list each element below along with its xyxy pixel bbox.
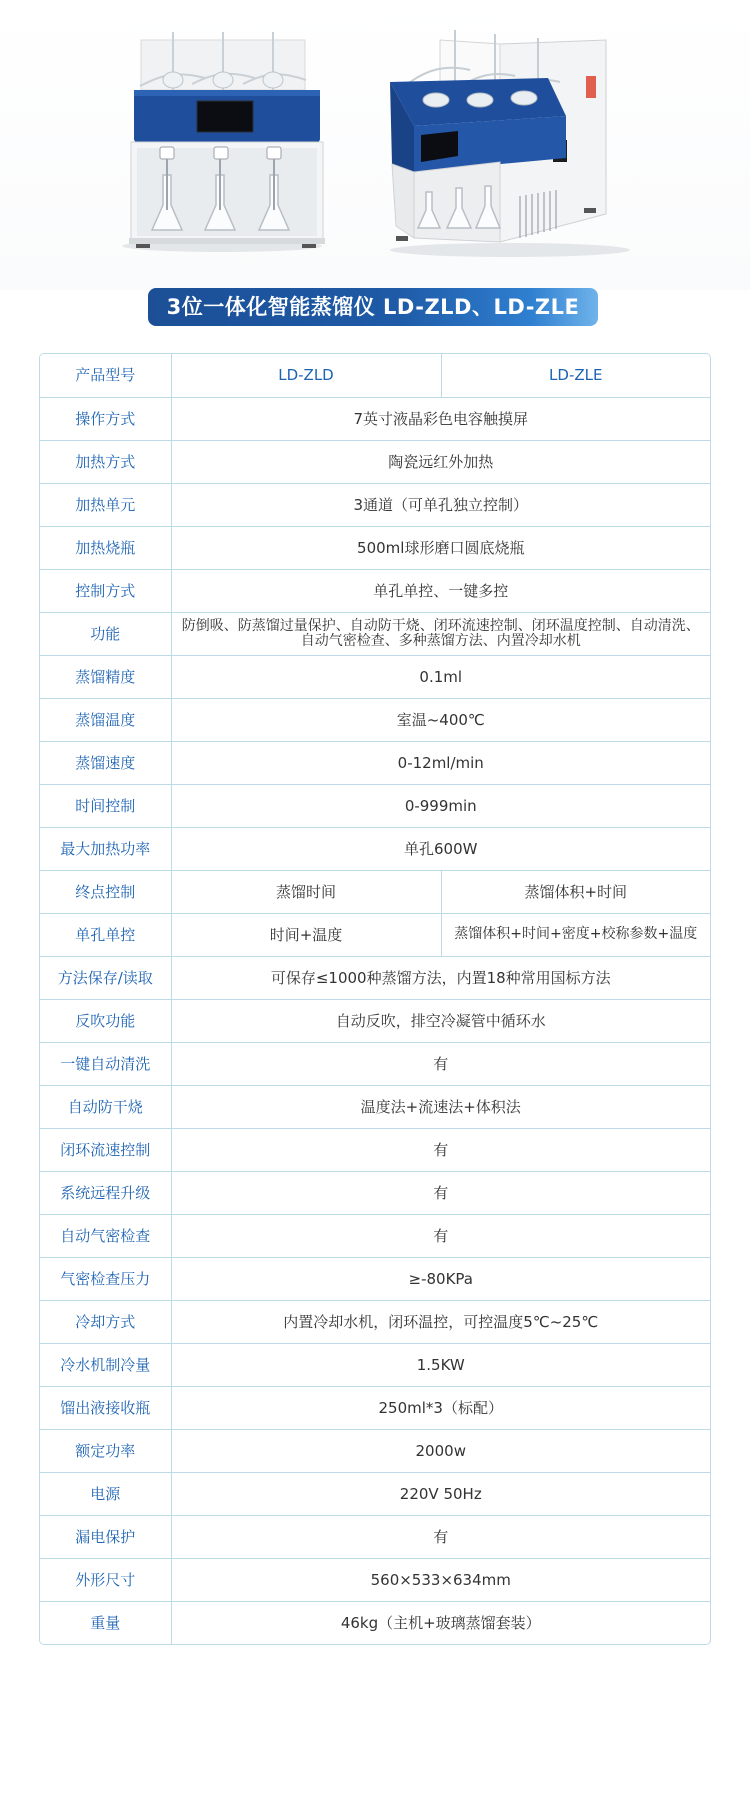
- row-label: 外形尺寸: [40, 1558, 171, 1601]
- table-row: [40, 1472, 710, 1515]
- table-row: [40, 655, 710, 698]
- row-value: 3通道（可单孔独立控制）: [171, 483, 710, 526]
- table-row: [40, 999, 710, 1042]
- row-label: 冷水机制冷量: [40, 1343, 171, 1386]
- product-hero: [0, 0, 750, 290]
- table-row: [40, 483, 710, 526]
- row-value: 7英寸液晶彩色电容触摸屏: [171, 397, 710, 440]
- row-value: 2000w: [171, 1429, 710, 1472]
- row-label: 馏出液接收瓶: [40, 1386, 171, 1429]
- row-label: 单孔单控: [40, 913, 171, 956]
- row-label: 电源: [40, 1472, 171, 1515]
- table-row: [40, 698, 710, 741]
- table-row: [40, 1429, 710, 1472]
- table-row: [40, 1558, 710, 1601]
- row-value: 220V 50Hz: [171, 1472, 710, 1515]
- row-label: 反吹功能: [40, 999, 171, 1042]
- row-label: 一键自动清洗: [40, 1042, 171, 1085]
- row-value: 0-999min: [171, 784, 710, 827]
- header-label: 产品型号: [40, 354, 171, 397]
- row-value-model-a: 时间+温度: [171, 913, 441, 956]
- row-value: 500ml球形磨口圆底烧瓶: [171, 526, 710, 569]
- row-value: ≥-80KPa: [171, 1257, 710, 1300]
- row-label: 方法保存/读取: [40, 956, 171, 999]
- table-row: [40, 397, 710, 440]
- row-value: 有: [171, 1042, 710, 1085]
- table-row: [40, 1300, 710, 1343]
- table-row: [40, 1214, 710, 1257]
- row-label: 自动防干烧: [40, 1085, 171, 1128]
- row-label: 漏电保护: [40, 1515, 171, 1558]
- table-row: [40, 1085, 710, 1128]
- row-label: 重量: [40, 1601, 171, 1644]
- row-label: 终点控制: [40, 870, 171, 913]
- row-value: 有: [171, 1515, 710, 1558]
- row-value: 0.1ml: [171, 655, 710, 698]
- row-value: 560×533×634mm: [171, 1558, 710, 1601]
- table-row: [40, 526, 710, 569]
- row-label: 加热方式: [40, 440, 171, 483]
- table-row: [40, 569, 710, 612]
- table-row: [40, 913, 710, 956]
- spec-table: [39, 353, 711, 1645]
- row-label: 操作方式: [40, 397, 171, 440]
- header-model-a: LD-ZLD: [171, 354, 441, 397]
- row-label: 最大加热功率: [40, 827, 171, 870]
- row-value: 自动反吹，排空冷凝管中循环水: [171, 999, 710, 1042]
- table-row: [40, 1386, 710, 1429]
- row-label: 加热单元: [40, 483, 171, 526]
- row-value: 可保存≤1000种蒸馏方法，内置18种常用国标方法: [171, 956, 710, 999]
- table-row: [40, 1128, 710, 1171]
- row-label: 控制方式: [40, 569, 171, 612]
- row-value: 室温~400℃: [171, 698, 710, 741]
- row-label: 闭环流速控制: [40, 1128, 171, 1171]
- row-value: 有: [171, 1128, 710, 1171]
- row-value: 陶瓷远红外加热: [171, 440, 710, 483]
- row-value-model-a: 蒸馏时间: [171, 870, 441, 913]
- row-label: 加热烧瓶: [40, 526, 171, 569]
- table-row: [40, 870, 710, 913]
- product-title: 3位一体化智能蒸馏仪 LD-ZLD、LD-ZLE: [148, 288, 598, 326]
- row-value-model-b: 蒸馏体积+时间+密度+校称参数+温度: [441, 913, 710, 956]
- table-header-row: [40, 354, 710, 397]
- row-value: 有: [171, 1171, 710, 1214]
- table-row: [40, 784, 710, 827]
- row-value: 单孔单控、一键多控: [171, 569, 710, 612]
- row-label: 自动气密检查: [40, 1214, 171, 1257]
- distillation-device-front-image: [122, 32, 325, 252]
- row-label: 蒸馏精度: [40, 655, 171, 698]
- row-label: 功能: [40, 612, 171, 655]
- row-value: 250ml*3（标配）: [171, 1386, 710, 1429]
- row-label: 额定功率: [40, 1429, 171, 1472]
- table-row: [40, 827, 710, 870]
- table-row: [40, 440, 710, 483]
- distillation-device-angled-image: [390, 30, 630, 257]
- table-row: [40, 1515, 710, 1558]
- row-value: 内置冷却水机，闭环温控，可控温度5℃~25℃: [171, 1300, 710, 1343]
- table-row: [40, 1257, 710, 1300]
- row-label: 蒸馏速度: [40, 741, 171, 784]
- row-value: 温度法+流速法+体积法: [171, 1085, 710, 1128]
- row-label: 系统远程升级: [40, 1171, 171, 1214]
- row-label: 冷却方式: [40, 1300, 171, 1343]
- row-label: 时间控制: [40, 784, 171, 827]
- row-value: 防倒吸、防蒸馏过量保护、自动防干烧、闭环流速控制、闭环温度控制、自动清洗、自动气密检查、多种蒸馏方法、内置冷却水机: [171, 612, 710, 655]
- table-row: [40, 1343, 710, 1386]
- table-row: [40, 1171, 710, 1214]
- header-model-b: LD-ZLE: [441, 354, 710, 397]
- row-value: 有: [171, 1214, 710, 1257]
- table-row: [40, 612, 710, 655]
- row-value-model-b: 蒸馏体积+时间: [441, 870, 710, 913]
- table-row: [40, 741, 710, 784]
- row-value: 0-12ml/min: [171, 741, 710, 784]
- table-row: [40, 956, 710, 999]
- row-label: 蒸馏温度: [40, 698, 171, 741]
- row-value: 46kg（主机+玻璃蒸馏套装）: [340, 1613, 541, 1632]
- row-label: 气密检查压力: [40, 1257, 171, 1300]
- table-row: [40, 1601, 710, 1644]
- table-row: [40, 1042, 710, 1085]
- row-value: 单孔600W: [171, 827, 710, 870]
- row-value: 1.5KW: [171, 1343, 710, 1386]
